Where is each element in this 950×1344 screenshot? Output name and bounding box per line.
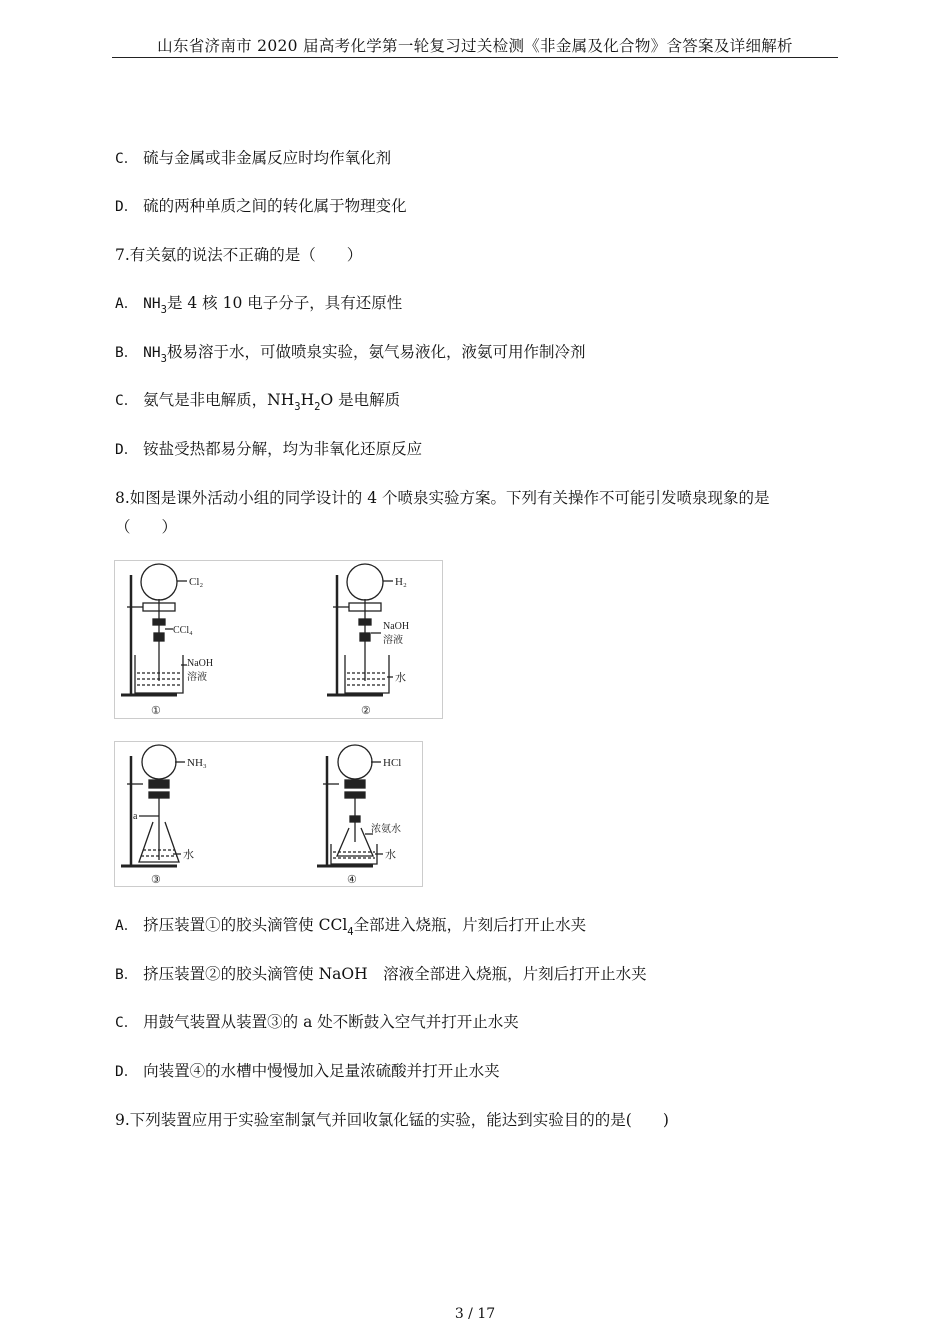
q7-option-a: [115, 291, 403, 316]
option-text: 挤压装置②的胶头滴管使 NaOH 溶液全部进入烧瓶，片刻后打开止水夹: [143, 965, 647, 983]
option-label: D．: [115, 199, 139, 215]
label-dropper: CCl₄: [173, 625, 193, 636]
option-label: C．: [115, 393, 139, 409]
q8-option-b: [115, 962, 647, 984]
option-text: 硫与金属或非金属反应时均作氧化剂: [143, 149, 392, 167]
device-number: ②: [361, 705, 371, 717]
label-gas: HCl: [383, 757, 402, 769]
label-liquid: 水: [385, 849, 396, 861]
q6-option-d: [115, 194, 407, 216]
device-number: ①: [151, 705, 161, 717]
option-text: 向装置④的水槽中慢慢加入足量浓硫酸并打开止水夹: [143, 1062, 500, 1080]
option-text: 是 4 核 10 电子分子，具有还原性: [166, 294, 403, 312]
option-label: A．: [115, 296, 139, 312]
label-flask-liquid: 浓氨水: [371, 824, 401, 835]
option-label: B．: [115, 345, 139, 361]
subscript: 3: [294, 401, 301, 413]
q8-option-c: [115, 1010, 519, 1032]
label-dropper-1: NaOH: [383, 621, 410, 632]
header-title: 山东省济南市 2020 届高考化学第一轮复习过关检测《非金属及化合物》含答案及详细解析: [157, 37, 793, 55]
option-label: D．: [115, 442, 139, 458]
label-port: a: [133, 811, 138, 822]
subscript: 3: [160, 304, 167, 316]
formula: NH: [143, 296, 161, 312]
option-text: 用鼓气装置从装置③的 a 处不断鼓入空气并打开止水夹: [143, 1013, 519, 1031]
device-number: ③: [151, 874, 161, 886]
formula: NH: [143, 345, 161, 361]
option-text: 铵盐受热都易分解，均为非氧化还原反应: [143, 440, 423, 458]
subscript: 3: [160, 353, 167, 365]
label-liquid: 水: [395, 672, 406, 684]
option-text: 全部进入烧瓶，片刻后打开止水夹: [353, 916, 587, 934]
option-label: C．: [115, 1015, 139, 1031]
device-4: [317, 745, 401, 886]
option-text: 挤压装置①的胶头滴管使 CCl: [143, 916, 348, 934]
q8-option-d: [115, 1059, 500, 1081]
device-1: [121, 564, 213, 717]
label-liquid: 水: [183, 849, 194, 861]
header-rule: [112, 57, 838, 58]
page-number: 3 / 17: [454, 1306, 496, 1322]
q9-stem: 9.下列装置应用于实验室制氯气并回收氯化锰的实验，能达到实验目的的是( ): [115, 1111, 669, 1129]
apparatus-figure-row2: [114, 741, 423, 887]
apparatus-figure-row1: [114, 560, 443, 719]
q7-option-b: [115, 340, 586, 365]
option-label: D．: [115, 1064, 139, 1080]
option-text: 氨气是非电解质，NH: [143, 391, 295, 409]
q8-option-a: [115, 913, 587, 938]
option-label: C．: [115, 151, 139, 167]
label-gas: H₂: [395, 576, 407, 588]
q7-option-c: [115, 388, 401, 413]
subscript: 4: [347, 926, 354, 938]
label-liquid-2: 溶液: [187, 672, 207, 683]
label-liquid-1: NaOH: [187, 658, 214, 669]
label-gas: Cl₂: [189, 576, 204, 588]
option-text: 极易溶于水，可做喷泉实验，氨气易液化，液氨可用作制冷剂: [166, 343, 586, 361]
q7-option-d: [115, 437, 422, 459]
subscript: 2: [314, 401, 321, 413]
q8-stem-paren: （ ）: [115, 518, 178, 536]
option-text: 硫的两种单质之间的转化属于物理变化: [143, 197, 407, 215]
option-text: O 是电解质: [320, 391, 401, 409]
device-2: [327, 564, 409, 717]
q6-option-c: [115, 146, 391, 168]
q8-stem: 8.如图是课外活动小组的同学设计的 4 个喷泉实验方案。下列有关操作不可能引发喷泉现象的是: [115, 489, 770, 507]
apparatus-diagram-1-2: [115, 561, 442, 718]
q7-stem: 7.有关氨的说法不正确的是（ ）: [115, 246, 363, 264]
device-3: [121, 745, 207, 886]
label-dropper-2: 溶液: [383, 635, 403, 646]
option-label: A．: [115, 918, 139, 934]
label-gas: NH₃: [187, 757, 207, 769]
device-number: ④: [347, 874, 357, 886]
formula: H: [300, 391, 315, 409]
option-label: B．: [115, 967, 139, 983]
apparatus-diagram-3-4: [115, 742, 422, 886]
